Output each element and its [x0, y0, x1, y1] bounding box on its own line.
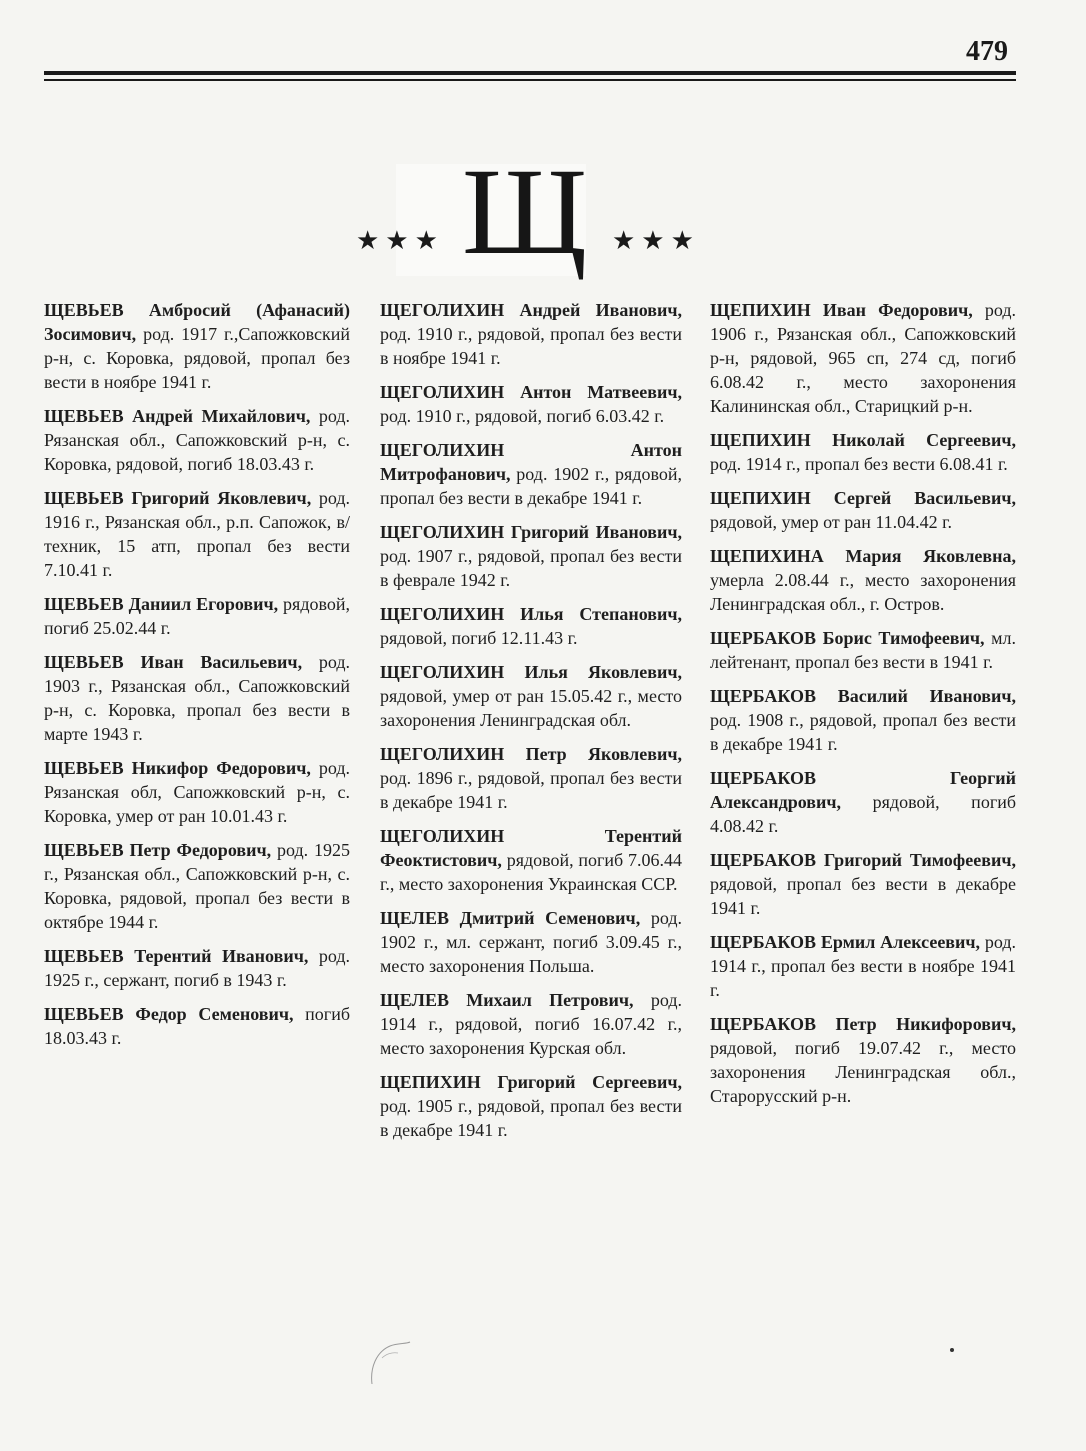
- entry-details: рядовой, погиб 4.08.42 г.: [710, 792, 1016, 836]
- entry-details: рядовой, умер от ран 11.04.42 г.: [710, 512, 953, 532]
- entry-details: род. 1906 г., Рязанская обл., Сапожковский р-н, рядовой, 965 сп, 274 сд, погиб 6.08.42 г., место захоронения Калининская обл., Старицкий р-н.: [710, 300, 1016, 416]
- entry: [44, 756, 350, 828]
- entry-details: род. 1914 г., пропал без вести в ноябре 1941 г.: [710, 932, 1016, 1000]
- entry: [710, 626, 1016, 674]
- entry: [44, 944, 350, 992]
- entry-details: род. 1925 г., сержант, погиб в 1943 г.: [44, 946, 351, 990]
- entry: [44, 486, 350, 582]
- entry-details: рядовой, погиб 19.07.42 г., место захоронения Ленинградская обл., Старорусский р-н.: [710, 1038, 1016, 1106]
- entry-name: ЩЕРБАКОВ Василий Иванович,: [710, 686, 1016, 706]
- entry: [44, 298, 350, 394]
- entry-details: род. 1907 г., рядовой, пропал без вести в феврале 1942 г.: [380, 546, 682, 590]
- entry-name: ЩЕРБАКОВ Борис Тимофеевич,: [710, 628, 985, 648]
- entry-details: род. Рязанская обл, Сапожковский р-н, с. Коровка, умер от ран 10.01.43 г.: [44, 758, 350, 826]
- entry-name: ЩЕРБАКОВ Петр Никифорович,: [710, 1014, 1016, 1034]
- header-rule-thick: [44, 71, 1016, 75]
- entry: [380, 298, 682, 370]
- entry: [380, 602, 682, 650]
- entry: [710, 486, 1016, 534]
- entry-name: ЩЕГОЛИХИН Григорий Иванович,: [380, 522, 682, 542]
- entry-name: ЩЕВЬЕВ Иван Васильевич,: [44, 652, 303, 672]
- entry-name: ЩЕРБАКОВ Григорий Тимофеевич,: [710, 850, 1016, 870]
- entry-details: род. 1916 г., Рязанская обл., р.п. Сапожок, в/техник, 15 атп, пропал без вести 7.10.41 г.: [44, 488, 351, 580]
- entry-details: род. 1903 г., Рязанская обл., Сапожковский р-н, с. Коровка, пропал без вести в марте 1943 г.: [44, 652, 351, 744]
- entry-name: ЩЕВЬЕВ Петр Федорович,: [44, 840, 272, 860]
- pencil-mark: [368, 1338, 414, 1386]
- entry-name: ЩЕГОЛИХИН Антон Матвеевич,: [380, 382, 682, 402]
- entry-details: рядовой, погиб 12.11.43 г.: [380, 628, 578, 648]
- entry: [380, 380, 682, 428]
- entry-details: рядовой, пропал без вести в декабре 1941 г.: [710, 874, 1016, 918]
- entry-details: род. 1905 г., рядовой, пропал без вести в декабре 1941 г.: [380, 1096, 682, 1140]
- entry-details: погиб 18.03.43 г.: [44, 1004, 350, 1048]
- entry-details: рядовой, погиб 25.02.44 г.: [44, 594, 350, 638]
- entry-name: ЩЕВЬЕВ Даниил Егорович,: [44, 594, 279, 614]
- entry-details: рядовой, погиб 7.06.44 г., место захоронения Украинская ССР.: [380, 850, 682, 894]
- text-column-1: [44, 298, 350, 1060]
- entry-name: ЩЕПИХИН Иван Федорович,: [710, 300, 973, 320]
- entry-name: ЩЕГОЛИХИН Терентий Феоктистович,: [380, 826, 682, 870]
- entry-name: ЩЕГОЛИХИН Андрей Иванович,: [380, 300, 682, 320]
- entry-details: род. 1896 г., рядовой, пропал без вести в декабре 1941 г.: [380, 768, 682, 812]
- entry: [380, 988, 682, 1060]
- entry-details: мл. лейтенант, пропал без вести в 1941 г.: [710, 628, 1016, 672]
- entry: [710, 544, 1016, 616]
- entry: [380, 906, 682, 978]
- entry-details: род. 1902 г., рядовой, пропал без вести в декабре 1941 г.: [380, 464, 682, 508]
- entry-name: ЩЕВЬЕВ Андрей Михайлович,: [44, 406, 311, 426]
- section-letter: Щ: [462, 143, 588, 280]
- entry-name: ЩЕПИХИНА Мария Яковлевна,: [710, 546, 1016, 566]
- stars-left-ornament: ★★★: [356, 226, 444, 255]
- entry: [44, 592, 350, 640]
- entry: [710, 428, 1016, 476]
- entry-name: ЩЕПИХИН Николай Сергеевич,: [710, 430, 1016, 450]
- entry-details: род. 1910 г., рядовой, погиб 6.03.42 г.: [380, 406, 665, 426]
- entry-details: род. 1910 г., рядовой, пропал без вести в ноябре 1941 г.: [380, 324, 682, 368]
- entry: [380, 824, 682, 896]
- entry: [710, 766, 1016, 838]
- entry-name: ЩЕВЬЕВ Григорий Яковлевич,: [44, 488, 312, 508]
- page-number: 479: [966, 36, 1008, 67]
- entry: [710, 298, 1016, 418]
- entry-details: род. 1914 г., рядовой, погиб 16.07.42 г., место захоронения Курская обл.: [380, 990, 682, 1058]
- entry-details: род. 1902 г., мл. сержант, погиб 3.09.45 г., место захоронения Польша.: [380, 908, 683, 976]
- text-column-3: [710, 298, 1016, 1118]
- text-column-2: [380, 298, 682, 1152]
- entry-details: умерла 2.08.44 г., место захоронения Ленинградская обл., г. Остров.: [710, 570, 1016, 614]
- entry-name: ЩЕПИХИН Сергей Васильевич,: [710, 488, 1016, 508]
- entry: [710, 848, 1016, 920]
- entry-name: ЩЕВЬЕВ Федор Семенович,: [44, 1004, 294, 1024]
- stars-right-ornament: ★★★: [612, 226, 700, 255]
- entry: [380, 520, 682, 592]
- entry-name: ЩЕЛЕВ Михаил Петрович,: [380, 990, 634, 1010]
- entry-details: род. 1908 г., рядовой, пропал без вести в декабре 1941 г.: [710, 710, 1016, 754]
- entry-name: ЩЕВЬЕВ Никифор Федорович,: [44, 758, 311, 778]
- entry-name: ЩЕВЬЕВ Амбросий (Афанасий) Зосимович,: [44, 300, 350, 344]
- entry: [380, 1070, 682, 1142]
- entry-name: ЩЕГОЛИХИН Илья Степанович,: [380, 604, 682, 624]
- entry: [710, 930, 1016, 1002]
- entry: [710, 1012, 1016, 1108]
- entry-name: ЩЕГОЛИХИН Петр Яковлевич,: [380, 744, 682, 764]
- entry: [44, 650, 350, 746]
- entry-name: ЩЕЛЕВ Дмитрий Семенович,: [380, 908, 641, 928]
- entry-details: род. Рязанская обл., Сапожковский р-н, с. Коровка, рядовой, погиб 18.03.43 г.: [44, 406, 350, 474]
- entry: [380, 438, 682, 510]
- entry-details: род. 1914 г., пропал без вести 6.08.41 г.: [710, 454, 1008, 474]
- entry: [44, 404, 350, 476]
- entry: [380, 660, 682, 732]
- entry-name: ЩЕРБАКОВ Ермил Алексеевич,: [710, 932, 981, 952]
- entry-name: ЩЕГОЛИХИН Илья Яковлевич,: [380, 662, 682, 682]
- entry-details: род. 1917 г.,Сапожковский р-н, с. Коровка, рядовой, пропал без вести в ноябре 1941 г.: [44, 324, 350, 392]
- ink-dot: [950, 1348, 954, 1352]
- entry: [44, 1002, 350, 1050]
- entry-details: род. 1925 г., Рязанская обл., Сапожковский р-н, с. Коровка, рядовой, пропал без вести в октябре 1944 г.: [44, 840, 350, 932]
- header-rule-thin: [44, 79, 1016, 81]
- entry-name: ЩЕПИХИН Григорий Сергеевич,: [380, 1072, 682, 1092]
- entry-name: ЩЕВЬЕВ Терентий Иванович,: [44, 946, 309, 966]
- entry-details: рядовой, умер от ран 15.05.42 г., место захоронения Ленинградская обл.: [380, 686, 682, 730]
- entry: [380, 742, 682, 814]
- entry-name: ЩЕРБАКОВ Георгий Александрович,: [710, 768, 1016, 812]
- entry: [710, 684, 1016, 756]
- entry: [44, 838, 350, 934]
- entry-name: ЩЕГОЛИХИН Антон Митрофанович,: [380, 440, 682, 484]
